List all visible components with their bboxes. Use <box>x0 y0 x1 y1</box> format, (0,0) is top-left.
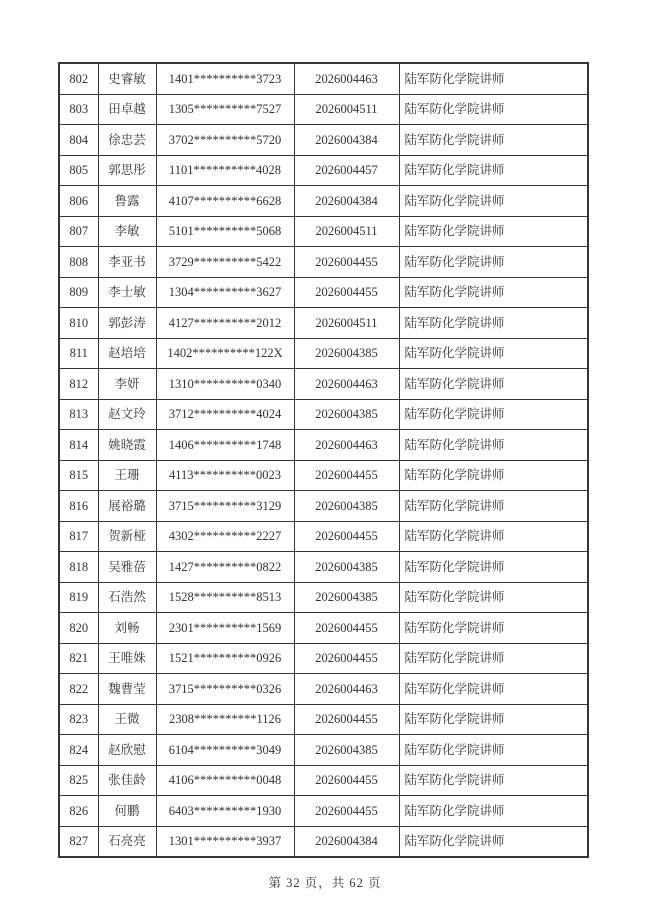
name-cell: 吴雅蓓 <box>98 552 156 583</box>
title-cell: 陆军防化学院讲师 <box>399 735 588 766</box>
name-cell: 赵文玲 <box>98 399 156 430</box>
name-cell: 郭思彤 <box>98 155 156 186</box>
registration-code-cell: 2026004455 <box>294 247 399 278</box>
title-cell: 陆军防化学院讲师 <box>399 674 588 705</box>
title-cell: 陆军防化学院讲师 <box>399 643 588 674</box>
title-cell: 陆军防化学院讲师 <box>399 460 588 491</box>
registration-code-cell: 2026004385 <box>294 491 399 522</box>
registration-code-cell: 2026004384 <box>294 125 399 156</box>
registration-code-cell: 2026004385 <box>294 399 399 430</box>
registration-code-cell: 2026004455 <box>294 277 399 308</box>
table-row <box>59 125 588 156</box>
row-number-cell: 827 <box>59 826 98 857</box>
id-number-cell: 1101**********4028 <box>156 155 294 186</box>
id-number-cell: 4302**********2227 <box>156 521 294 552</box>
title-cell: 陆军防化学院讲师 <box>399 155 588 186</box>
table-row <box>59 247 588 278</box>
row-number-cell: 820 <box>59 613 98 644</box>
table-row <box>59 521 588 552</box>
title-cell: 陆军防化学院讲师 <box>399 704 588 735</box>
registration-code-cell: 2026004385 <box>294 735 399 766</box>
table-row <box>59 369 588 400</box>
id-number-cell: 4106**********0048 <box>156 765 294 796</box>
registration-code-cell: 2026004463 <box>294 430 399 461</box>
row-number-cell: 810 <box>59 308 98 339</box>
row-number-cell: 824 <box>59 735 98 766</box>
table-row <box>59 277 588 308</box>
title-cell: 陆军防化学院讲师 <box>399 94 588 125</box>
title-cell: 陆军防化学院讲师 <box>399 399 588 430</box>
title-cell: 陆军防化学院讲师 <box>399 216 588 247</box>
title-cell: 陆军防化学院讲师 <box>399 826 588 857</box>
id-number-cell: 1301**********3937 <box>156 826 294 857</box>
registration-code-cell: 2026004384 <box>294 826 399 857</box>
name-cell: 刘畅 <box>98 613 156 644</box>
name-cell: 田卓越 <box>98 94 156 125</box>
id-number-cell: 2308**********1126 <box>156 704 294 735</box>
table-row <box>59 796 588 827</box>
name-cell: 李妍 <box>98 369 156 400</box>
row-number-cell: 804 <box>59 125 98 156</box>
table-row <box>59 674 588 705</box>
registration-code-cell: 2026004455 <box>294 460 399 491</box>
title-cell: 陆军防化学院讲师 <box>399 308 588 339</box>
row-number-cell: 802 <box>59 63 98 94</box>
row-number-cell: 826 <box>59 796 98 827</box>
table-row <box>59 216 588 247</box>
row-number-cell: 821 <box>59 643 98 674</box>
name-cell: 赵欣慰 <box>98 735 156 766</box>
id-number-cell: 1528**********8513 <box>156 582 294 613</box>
id-number-cell: 1401**********3723 <box>156 63 294 94</box>
name-cell: 王唯姝 <box>98 643 156 674</box>
row-number-cell: 822 <box>59 674 98 705</box>
title-cell: 陆军防化学院讲师 <box>399 491 588 522</box>
id-number-cell: 6403**********1930 <box>156 796 294 827</box>
table-row <box>59 491 588 522</box>
registration-code-cell: 2026004455 <box>294 796 399 827</box>
id-number-cell: 1521**********0926 <box>156 643 294 674</box>
registration-code-cell: 2026004457 <box>294 155 399 186</box>
name-cell: 赵培培 <box>98 338 156 369</box>
row-number-cell: 806 <box>59 186 98 217</box>
table-row <box>59 430 588 461</box>
registration-code-cell: 2026004385 <box>294 552 399 583</box>
registration-code-cell: 2026004511 <box>294 308 399 339</box>
row-number-cell: 825 <box>59 765 98 796</box>
name-cell: 姚晓霞 <box>98 430 156 461</box>
registration-code-cell: 2026004455 <box>294 643 399 674</box>
table-row <box>59 735 588 766</box>
title-cell: 陆军防化学院讲师 <box>399 796 588 827</box>
page-footer: 第 32 页，共 62 页 <box>268 876 382 890</box>
row-number-cell: 819 <box>59 582 98 613</box>
row-number-cell: 813 <box>59 399 98 430</box>
table-row <box>59 155 588 186</box>
id-number-cell: 1304**********3627 <box>156 277 294 308</box>
title-cell: 陆军防化学院讲师 <box>399 582 588 613</box>
table-row <box>59 308 588 339</box>
title-cell: 陆军防化学院讲师 <box>399 552 588 583</box>
title-cell: 陆军防化学院讲师 <box>399 369 588 400</box>
name-cell: 王微 <box>98 704 156 735</box>
table-row <box>59 582 588 613</box>
id-number-cell: 4127**********2012 <box>156 308 294 339</box>
table-row <box>59 704 588 735</box>
personnel-roster-table <box>58 62 589 858</box>
name-cell: 石亮亮 <box>98 826 156 857</box>
title-cell: 陆军防化学院讲师 <box>399 125 588 156</box>
row-number-cell: 814 <box>59 430 98 461</box>
registration-code-cell: 2026004455 <box>294 704 399 735</box>
row-number-cell: 816 <box>59 491 98 522</box>
table-row <box>59 613 588 644</box>
name-cell: 贺新桠 <box>98 521 156 552</box>
registration-code-cell: 2026004455 <box>294 613 399 644</box>
table-body <box>59 63 588 857</box>
title-cell: 陆军防化学院讲师 <box>399 186 588 217</box>
id-number-cell: 3715**********3129 <box>156 491 294 522</box>
table-row <box>59 338 588 369</box>
row-number-cell: 805 <box>59 155 98 186</box>
id-number-cell: 1305**********7527 <box>156 94 294 125</box>
table-row <box>59 399 588 430</box>
name-cell: 何鹏 <box>98 796 156 827</box>
id-number-cell: 4113**********0023 <box>156 460 294 491</box>
row-number-cell: 818 <box>59 552 98 583</box>
row-number-cell: 808 <box>59 247 98 278</box>
table-row <box>59 186 588 217</box>
name-cell: 鲁露 <box>98 186 156 217</box>
table-row <box>59 765 588 796</box>
id-number-cell: 6104**********3049 <box>156 735 294 766</box>
registration-code-cell: 2026004511 <box>294 94 399 125</box>
name-cell: 李亚书 <box>98 247 156 278</box>
table-row <box>59 826 588 857</box>
id-number-cell: 3715**********0326 <box>156 674 294 705</box>
title-cell: 陆军防化学院讲师 <box>399 63 588 94</box>
row-number-cell: 815 <box>59 460 98 491</box>
row-number-cell: 817 <box>59 521 98 552</box>
id-number-cell: 5101**********5068 <box>156 216 294 247</box>
name-cell: 王珊 <box>98 460 156 491</box>
title-cell: 陆军防化学院讲师 <box>399 765 588 796</box>
table-row <box>59 63 588 94</box>
title-cell: 陆军防化学院讲师 <box>399 521 588 552</box>
registration-code-cell: 2026004455 <box>294 521 399 552</box>
name-cell: 张佳龄 <box>98 765 156 796</box>
row-number-cell: 823 <box>59 704 98 735</box>
registration-code-cell: 2026004384 <box>294 186 399 217</box>
row-number-cell: 812 <box>59 369 98 400</box>
registration-code-cell: 2026004385 <box>294 338 399 369</box>
id-number-cell: 2301**********1569 <box>156 613 294 644</box>
title-cell: 陆军防化学院讲师 <box>399 430 588 461</box>
name-cell: 魏曹莹 <box>98 674 156 705</box>
row-number-cell: 809 <box>59 277 98 308</box>
name-cell: 李士敏 <box>98 277 156 308</box>
registration-code-cell: 2026004511 <box>294 216 399 247</box>
registration-code-cell: 2026004385 <box>294 582 399 613</box>
title-cell: 陆军防化学院讲师 <box>399 277 588 308</box>
id-number-cell: 3712**********4024 <box>156 399 294 430</box>
table-row <box>59 552 588 583</box>
table-row <box>59 643 588 674</box>
id-number-cell: 1402**********122X <box>156 338 294 369</box>
title-cell: 陆军防化学院讲师 <box>399 247 588 278</box>
row-number-cell: 803 <box>59 94 98 125</box>
table-row <box>59 94 588 125</box>
name-cell: 史睿敏 <box>98 63 156 94</box>
id-number-cell: 4107**********6628 <box>156 186 294 217</box>
name-cell: 石浩然 <box>98 582 156 613</box>
registration-code-cell: 2026004463 <box>294 674 399 705</box>
id-number-cell: 3729**********5422 <box>156 247 294 278</box>
registration-code-cell: 2026004463 <box>294 369 399 400</box>
id-number-cell: 3702**********5720 <box>156 125 294 156</box>
title-cell: 陆军防化学院讲师 <box>399 613 588 644</box>
id-number-cell: 1310**********0340 <box>156 369 294 400</box>
table-row <box>59 460 588 491</box>
id-number-cell: 1406**********1748 <box>156 430 294 461</box>
row-number-cell: 811 <box>59 338 98 369</box>
row-number-cell: 807 <box>59 216 98 247</box>
name-cell: 徐忠芸 <box>98 125 156 156</box>
name-cell: 展裕璐 <box>98 491 156 522</box>
registration-code-cell: 2026004463 <box>294 63 399 94</box>
title-cell: 陆军防化学院讲师 <box>399 338 588 369</box>
name-cell: 李敏 <box>98 216 156 247</box>
id-number-cell: 1427**********0822 <box>156 552 294 583</box>
registration-code-cell: 2026004455 <box>294 765 399 796</box>
name-cell: 郭彭涛 <box>98 308 156 339</box>
